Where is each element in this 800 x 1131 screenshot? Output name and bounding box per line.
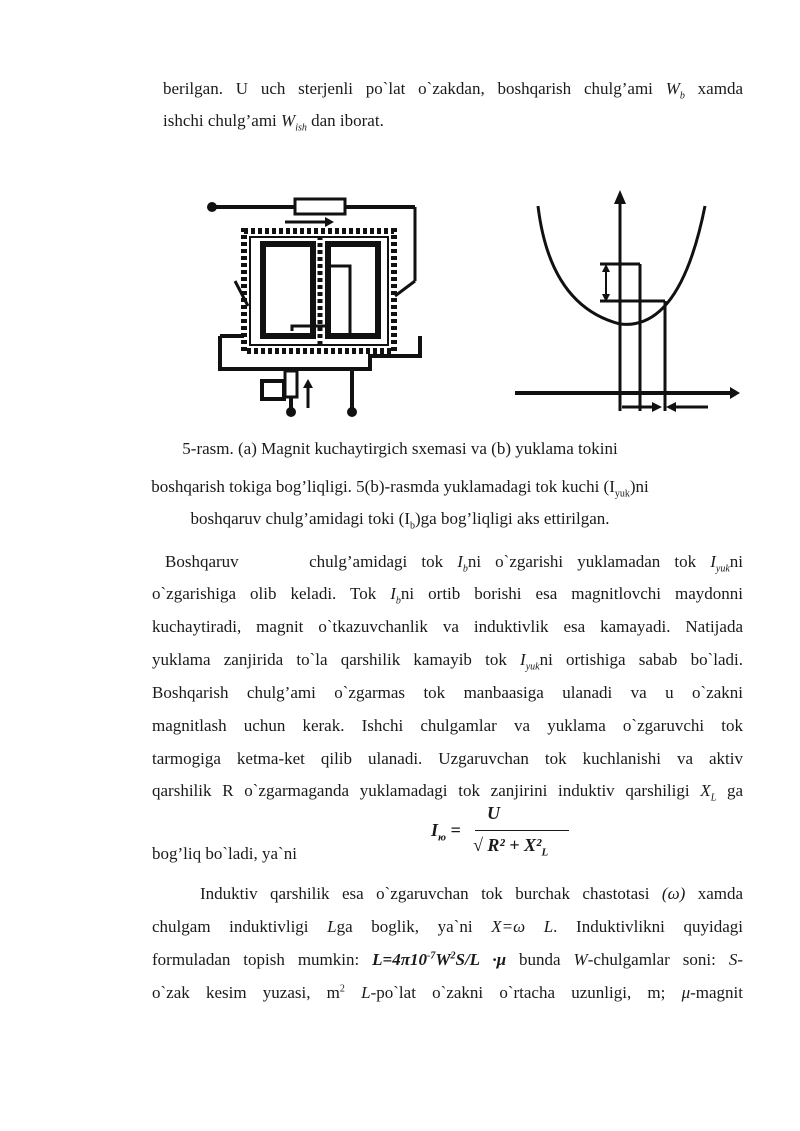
para2-line3: kuchaytiradi, magnit o`tkazuvchanlik va induktivlik esa kamayadi. Natijada	[152, 617, 743, 636]
figure-magnetic-amplifier	[200, 186, 740, 426]
fraction-bar	[475, 830, 569, 831]
caption-line3: boshqaruv chulg’amidagi toki $(I_b)ga$ bog’liqligi aks ettirilgan.	[190, 509, 610, 532]
para2-line6: magnitlash uchun kerak. Ishchi chulgamlar va yuklama o`zgaruvchi tok	[152, 716, 743, 735]
caption-line2: boshqarish tokiga bog’liqligi. 5(b)-rasmda yuklamadagi tok kuchi $(I_{yuk})ni$	[151, 477, 649, 500]
para2-line4: yuklama zanjirida to`la qarshilik kamayib tok $I_{yuk}ni$ ortishiga sabab bo`ladi.	[152, 650, 743, 673]
formula-numerator: U	[487, 803, 500, 823]
formula-denominator: √ $R^2 + X^2_L$	[473, 835, 549, 859]
caption-line1: 5-rasm. (a) Magnit kuchaytirgich sxemasi va (b) yuklama tokini	[182, 439, 618, 458]
para1-line2: ishchi chulg’ami $W_{ish}$ dan iborat.	[163, 111, 384, 134]
para2-line2: o`zgarishiga olib keladi. Tok $I_bni$ ortib borishi esa magnitlovchi maydonni	[152, 584, 743, 607]
para2-line5: Boshqarish chulg’ami o`zgarmas tok manbaasiga ulanadi va u o`zakni	[152, 683, 743, 702]
para3-line4: o`zak kesim yuzasi, $m^2$ L-po`lat o`zakni o`rtacha uzunligi, m; μ-magnit	[152, 983, 744, 1002]
para1-line1: berilgan. U uch sterjenli po`lat o`zakdan, boshqarish chulg’ami $W_b$ xamda	[163, 79, 743, 102]
formula-lhs: $I_ю$ =	[431, 820, 461, 844]
para2-line7: tarmogiga ketma-ket qilib ulanadi. Uzgaruvchan tok kuchlanishi va aktiv	[152, 749, 743, 768]
para3-line1: Induktiv qarshilik esa o`zgaruvchan tok burchak chastotasi (ω) xamda	[200, 884, 744, 903]
load-current-graph	[515, 190, 740, 412]
para3-line2: chulgam induktivligi Lga boglik, ya`ni X=ω L. Induktivlikni quyidagi	[152, 917, 743, 936]
para2-line9: bog’liq bo`ladi, ya`ni	[152, 844, 297, 863]
para2-line1: Boshqaruv chulg’amidagi tok $I_bni$ o`zgarishi yuklamadan tok $I_{yuk}ni$	[165, 552, 744, 575]
current-formula	[425, 803, 585, 863]
para3-line3: formuladan topish mumkin: $L=4\pi 10^{-7}W^2S/L \cdot\mu$ bunda W-chulgamlar soni: S-	[152, 950, 743, 969]
circuit-schematic	[207, 199, 420, 417]
para2-line8: qarshilik R o`zgarmaganda yuklamadagi tok zanjirini induktiv qarshiligi $X_L$ ga	[152, 781, 743, 804]
